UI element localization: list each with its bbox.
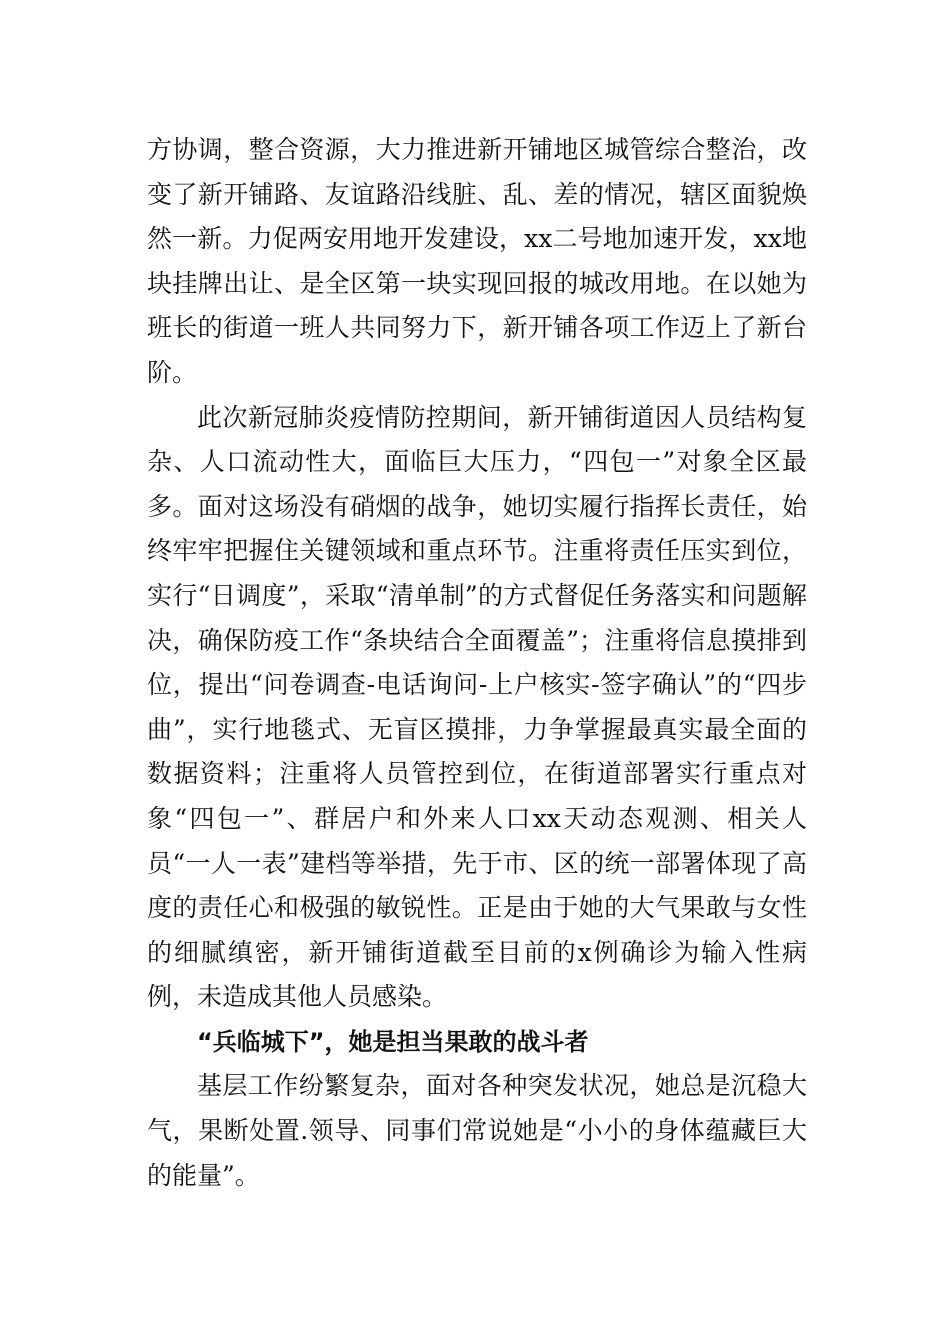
paragraph-epidemic-control: 此次新冠肺炎疫情防控期间，新开铺街道因人员结构复杂、人口流动性大，面临巨大压力，“四包一”对象全区最多。面对这场没有硝烟的战争，她切实履行指挥长责任，始终牢牢把握住关键领域和重点环节。注重将责任压实到位，实行“日调度”，采取“清单制”的方式督促任务落实和问题解决，确保防疫工作“条块结合全面覆盖”；注重将信息摸排到位，提出“问卷调查-电话询问-上户核实-签字确认”的“四步曲”，实行地毯式、无盲区摸排，力争掌握最真实最全面的数据资料；注重将人员管控到位，在街道部署实行重点对象“四包一”、群居户和外来人口xx天动态观测、相关人员“一人一表”建档等举措，先于市、区的统一部署体现了高度的责任心和极强的敏锐性。正是由于她的大气果敢与女性的细腻缜密，新开铺街道截至目前的x例确诊为输入性病例，未造成其他人员感染。 — [147, 402, 807, 1012]
section-heading: “兵临城下”，她是担当果敢的战斗者 — [197, 1027, 589, 1056]
paragraph-grassroots-work: 基层工作纷繁复杂，面对各种突发状况，她总是沉稳大气，果断处置.领导、同事们常说她是“小小的身体蕴藏巨大的能量”。 — [147, 1071, 807, 1190]
paragraph-continuation: 方协调，整合资源，大力推进新开铺地区城管综合整治，改变了新开铺路、友谊路沿线脏、乱、差的情况，辖区面貌焕然一新。力促两安用地开发建设，xx二号地加速开发，xx地块挂牌出让、是全区第一块实现回报的城改用地。在以她为班长的街道一班人共同努力下，新开铺各项工作迈上了新台阶。 — [147, 135, 807, 387]
body-text — [147, 128, 807, 1198]
